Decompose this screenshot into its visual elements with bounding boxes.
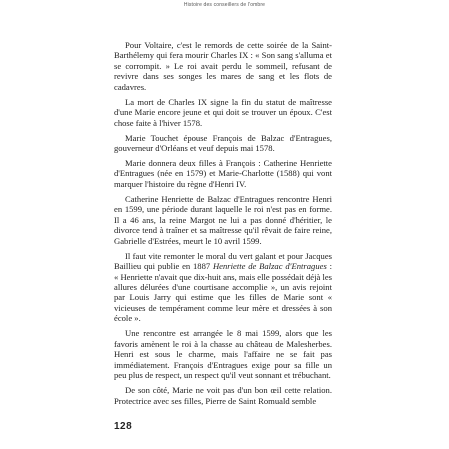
page-number: 128 xyxy=(114,421,133,432)
paragraph-text: La mort de Charles IX signe la fin du statut de maîtresse d'une Marie encore jeune et qui doit se trouver un époux. C'est chose faite à l'hiver 1578. xyxy=(114,96,332,128)
paragraph-text: Marie donnera deux filles à François : Catherine Henriette d'Entragues (née en 1579) et Marie-Charlotte (1588) qui vont marquer l'histoire du règne d'Henri IV. xyxy=(114,158,332,189)
paragraph-text: Catherine Henriette de Balzac d'Entragues rencontre Henri en 1599, une période durant laquelle le roi n'est pas en forme. Il a 46 ans, la reine Margot ne lui a pas donné d'héritier, le divorce tend à traîner et sa maîtresse qu'il rêvait de faire reine, Gabrielle d'Estrées, meurt le 10 avril 1599. xyxy=(114,193,332,246)
paragraph-text: : « Henriette n'avait que dix-huit ans, mais elle possédait déjà les allures délurées d'une courtisane accomplie », un avis rejoint par Louis Jarry qui estime que les filles de Marie sont « vicieuses de tempérament comme leur mère et dressées à son école ». xyxy=(114,261,332,324)
paragraph xyxy=(114,385,332,406)
paragraph xyxy=(114,158,332,189)
paragraph-text: Marie Touchet épouse François de Balzac d'Entragues, gouverneur d'Orléans et veuf depuis mai 1578. xyxy=(114,132,332,154)
paragraph-text: De son côté, Marie ne voit pas d'un bon œil cette relation. Protectrice avec ses filles, Pierre de Saint Romuald semble xyxy=(114,385,332,406)
book-title-italic: Henriette de Balzac d'Entragues xyxy=(212,261,327,272)
paragraph xyxy=(114,194,332,246)
paragraph xyxy=(114,97,332,128)
running-head: Histoire des conseillers de l'ombre xyxy=(183,2,266,8)
paragraph-text: Pour Voltaire, c'est le remords de cette soirée de la Saint-Barthélemy qui fera mourir Charles IX : « Son sang s'alluma et se corrompit. » Le roi avait perdu le sommeil, refusant de revivre dans ses songes les mares de sang et les flots de cadavres. xyxy=(114,40,332,92)
paragraph-text: Il faut vite remonter le moral du vert galant et pour Jacques Baillieu qui publie en 1887 xyxy=(114,250,332,272)
paragraph xyxy=(114,328,332,380)
paragraph-text: Une rencontre est arrangée le 8 mai 1599, alors que les favoris amènent le roi à la chasse au château de Malesherbes. Henri est sous le charme, mais l'affaire ne se fait pas immédiatement. François d'Entragues exige pour sa fille un peu plus de respect, un respect qu'il veut sonnant et trébuchant. xyxy=(114,328,332,381)
paragraph xyxy=(114,133,332,154)
body-text xyxy=(114,40,332,406)
paragraph xyxy=(114,251,332,324)
paragraph xyxy=(114,40,332,92)
